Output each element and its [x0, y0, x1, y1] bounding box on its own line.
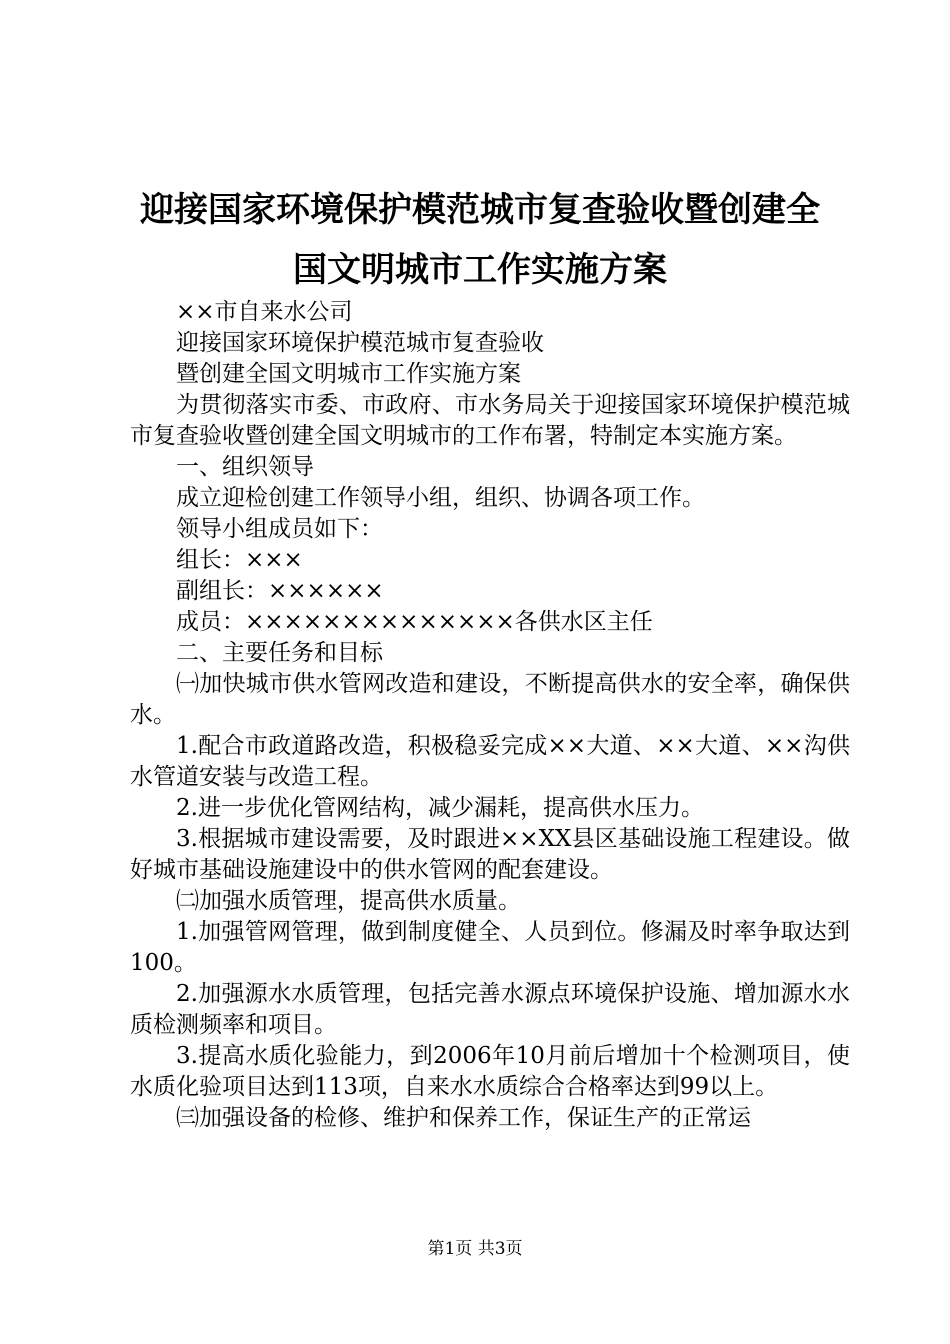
task-2-item-1: 1.加强管网管理，做到制度健全、人员到位。修漏及时率争取达到100。: [130, 919, 850, 976]
document-body: [130, 297, 850, 1134]
page-footer: 第1页 共3页: [427, 1239, 523, 1259]
document-title-line-1: 迎接国家环境保护模范城市复查验收暨创建全: [140, 190, 820, 230]
task-1-item-1: 1.配合市政道路改造，积极稳妥完成××大道、××大道、××沟供水管道安装与改造工程。: [130, 733, 850, 790]
task-2-item-3: 3.提高水质化验能力，到2006年10月前后增加十个检测项目，使水质化验项目达到113项，自来水水质综合合格率达到99以上。: [130, 1043, 850, 1100]
section-heading-tasks: 二、主要任务和目标: [176, 640, 383, 666]
paragraph-company: ××市自来水公司: [176, 299, 353, 325]
task-1-heading: ㈠加快城市供水管网改造和建设，不断提高供水的安全率，确保供水。: [130, 671, 850, 728]
task-2-item-2: 2.加强源水水质管理，包括完善水源点环境保护设施、增加源水水质检测频率和项目。: [130, 981, 850, 1038]
paragraph-group-setup: 成立迎检创建工作领导小组，组织、协调各项工作。: [176, 485, 705, 511]
paragraph-members: 成员：××××××××××××××各供水区主任: [176, 609, 653, 635]
task-3-heading: ㈢加强设备的检修、维护和保养工作，保证生产的正常运: [176, 1105, 751, 1131]
task-1-item-2: 2.进一步优化管网结构，减少漏耗，提高供水压力。: [176, 795, 704, 821]
task-2-heading: ㈡加强水质管理，提高供水质量。: [176, 888, 521, 914]
task-1-item-3: 3.根据城市建设需要，及时跟进××XX县区基础设施工程建设。做好城市基础设施建设中的供水管网的配套建设。: [130, 826, 850, 883]
paragraph-intro: 为贯彻落实市委、市政府、市水务局关于迎接国家环境保护模范城市复查验收暨创建全国文明城市的工作布署，特制定本实施方案。: [130, 392, 850, 449]
paragraph-leader: 组长：×××: [176, 547, 303, 573]
paragraph-subtitle-1: 迎接国家环境保护模范城市复查验收: [176, 330, 544, 356]
section-heading-organization: 一、组织领导: [176, 454, 314, 480]
paragraph-subtitle-2: 暨创建全国文明城市工作实施方案: [176, 361, 521, 387]
document-title-line-2: 国文明城市工作实施方案: [293, 250, 667, 290]
paragraph-members-intro: 领导小组成员如下：: [176, 516, 383, 542]
paragraph-deputy-leader: 副组长：××××××: [176, 578, 384, 604]
